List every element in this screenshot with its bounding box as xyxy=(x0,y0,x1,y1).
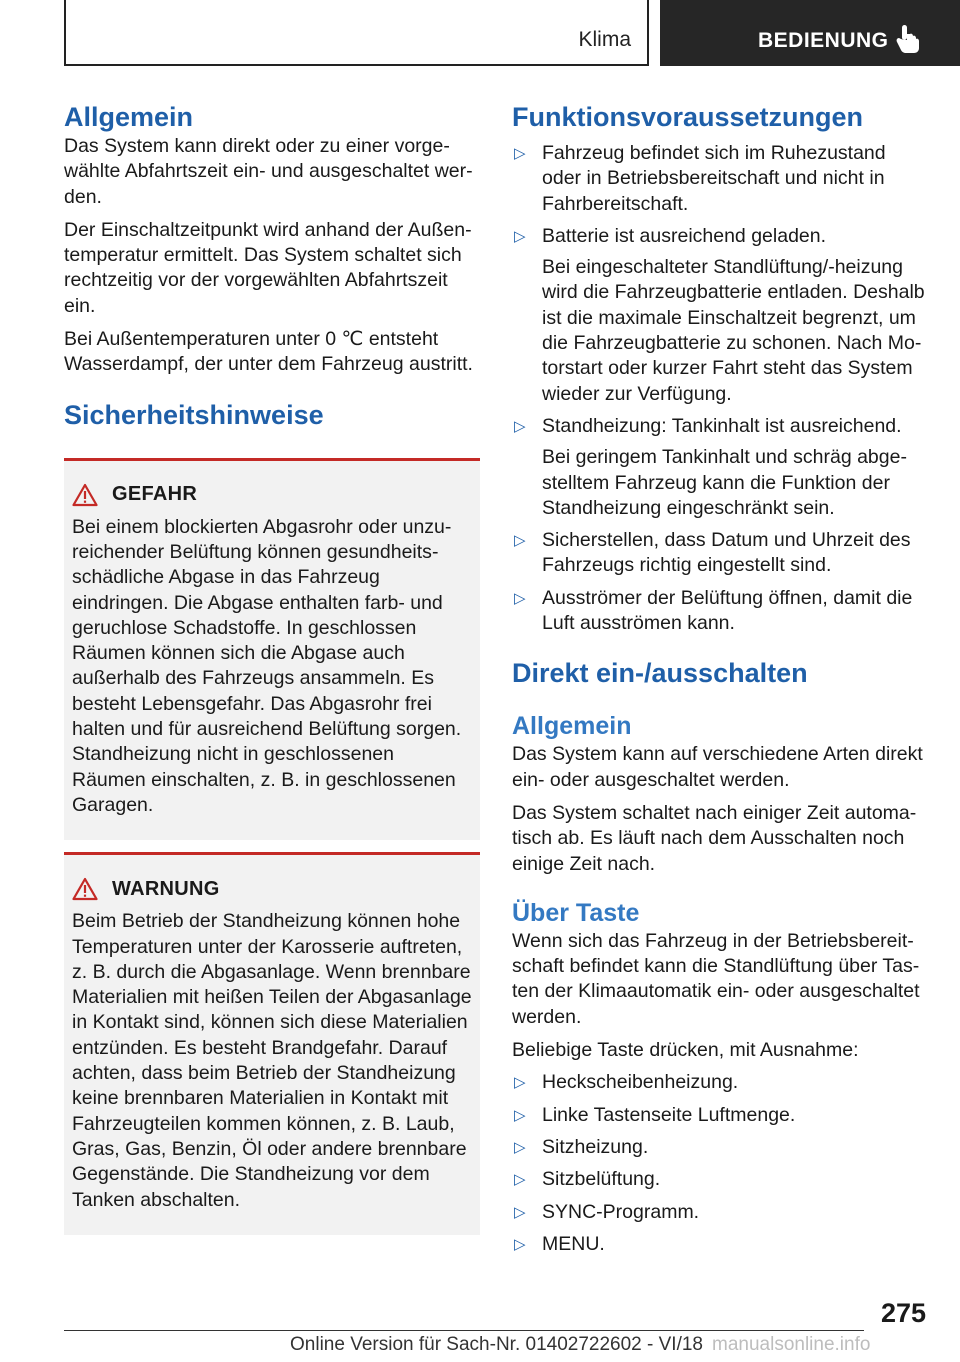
list-item-text: Batterie ist ausreichend geladen. xyxy=(542,224,827,247)
list-item xyxy=(512,414,928,521)
list-item-subtext: Bei eingeschalteter Standlüftung/-heizung wird die Fahrzeugbatterie entladen. Deshalb ist die maximale Einschaltzeit begrenzt, um die Fahrzeugbatterie zu schonen. Nach Motorstart oder kurzer Fahrt steht das System wieder zur Verfügung. xyxy=(542,256,925,405)
requirements-list xyxy=(512,141,928,636)
list-item xyxy=(512,1103,928,1128)
list-item xyxy=(512,1200,928,1225)
triangle-bullet-icon: ▷ xyxy=(514,1074,526,1092)
triangle-bullet-icon: ▷ xyxy=(514,1106,526,1124)
left-column xyxy=(64,100,480,1235)
list-item xyxy=(512,528,928,579)
list-item-subtext: Bei geringem Tankinhalt und schräg abgestelltem Fahrzeug kann die Funktion der Standheizung eingeschränkt sein. xyxy=(542,446,907,519)
footer-watermark: manualsonline.info xyxy=(712,1334,871,1355)
triangle-bullet-icon: ▷ xyxy=(514,589,526,607)
footer-online-version: Online Version für Sach-Nr. 01402722602 - VI/18 xyxy=(290,1334,703,1355)
triangle-bullet-icon: ▷ xyxy=(514,1138,526,1156)
list-item-text: Sitzbelüftung. xyxy=(542,1168,661,1191)
page-number: 275 xyxy=(880,1298,926,1328)
list-item-text: Heckscheibenheizung. xyxy=(542,1071,739,1094)
triangle-bullet-icon: ▷ xyxy=(514,145,526,162)
list-item xyxy=(512,1232,928,1257)
right-column xyxy=(512,100,928,1257)
warning-triangle-icon xyxy=(72,483,98,507)
danger-box-header xyxy=(72,481,472,509)
list-item-text: Fahrzeug befindet sich im Ruhezustand oder in Betriebsbereitschaft und nicht in Fahrbereitschaft. xyxy=(542,142,886,215)
direkt-paragraph-1: Das System kann auf verschiedene Arten direkt ein- oder ausgeschaltet werden. xyxy=(512,743,923,791)
warning-box xyxy=(64,852,480,1235)
list-item xyxy=(512,1167,928,1192)
danger-box xyxy=(64,458,480,841)
header-section-title: Klima xyxy=(578,28,631,51)
warning-triangle-icon xyxy=(72,877,98,901)
triangle-bullet-icon: ▷ xyxy=(514,1203,526,1221)
direkt-heading: Direkt ein-/ausschalten xyxy=(512,658,808,689)
list-item-text: Sitzheizung. xyxy=(542,1135,649,1158)
allgemein-paragraph-1: Das System kann direkt oder zu einer vorgewählte Abfahrtszeit ein- und ausgeschaltet werden. xyxy=(64,135,473,208)
danger-box-title: GEFAHR xyxy=(112,483,198,506)
warning-box-header xyxy=(72,875,472,903)
triangle-bullet-icon: ▷ xyxy=(514,227,526,245)
footer-divider xyxy=(64,1330,864,1331)
list-item-text: Standheizung: Tankinhalt ist ausreichend. xyxy=(542,414,902,437)
hand-pointer-icon xyxy=(895,24,921,54)
list-item xyxy=(512,586,928,637)
taste-paragraph-1: Wenn sich das Fahrzeug in der Betriebsbereitschaft befindet kann die Standlüftung über Tasten der Klimaautomatik ein- oder ausgeschaltet werden. xyxy=(512,929,920,1028)
safety-heading: Sicherheitshinweise xyxy=(64,399,324,430)
list-item xyxy=(512,1135,928,1160)
triangle-bullet-icon: ▷ xyxy=(514,417,526,435)
list-item-text: Linke Tastenseite Luftmenge. xyxy=(542,1103,796,1126)
warning-box-text: Beim Betrieb der Standheizung können hohe Temperaturen unter der Karosserie auftreten, z. B. durch die Abgasanlage. Wenn brennbare Materialien mit heißen Teilen der Abgasanlage in Kontakt sind, können sich diese Materialien entzünden. Es besteht Brandgefahr. Darauf achten, dass beim Betrieb der Standheizung keine brennbaren Materialien in Kontakt mit Fahrzeugteilen kommen können, z. B. Laub, Gras, Gas, Benzin, Öl oder andere brennbare Gegenstände. Die Standheizung vor dem Tanken abschalten. xyxy=(72,910,472,1211)
list-item-text: MENU. xyxy=(542,1232,605,1255)
exceptions-list xyxy=(512,1070,928,1257)
warning-box-title: WARNUNG xyxy=(112,877,220,900)
header-chapter-tab xyxy=(660,0,960,66)
triangle-bullet-icon: ▷ xyxy=(514,532,526,550)
triangle-bullet-icon: ▷ xyxy=(514,1171,526,1189)
allgemein-paragraph-3: Bei Außentemperaturen unter 0 ℃ entsteht Wasserdampf, der unter dem Fahrzeug austritt. xyxy=(64,328,473,376)
danger-box-text: Bei einem blockierten Abgasrohr oder unzureichender Belüftung können gesundheitsschädliche Abgase in das Fahrzeug eindringen. Die Abgase enthalten farb- und geruchlose Schadstoffe. In geschlossen Räumen können sich die Abgase auch außerhalb des Fahrzeugs ansammeln. Es besteht Lebensgefahr. Das Abgasrohr frei halten und für ausreichend Belüftung sorgen. Standheizung nicht in geschlossenen Räumen einschalten, z. B. in geschlossenen Garagen. xyxy=(72,515,462,816)
header-chapter-label: BEDIENUNG xyxy=(758,29,889,52)
direkt-allgemein-subheading: Allgemein xyxy=(512,712,632,741)
list-item-text: Sicherstellen, dass Datum und Uhrzeit des Fahrzeugs richtig eingestellt sind. xyxy=(542,529,911,577)
triangle-bullet-icon: ▷ xyxy=(514,1235,526,1253)
taste-paragraph-2: Beliebige Taste drücken, mit Ausnahme: xyxy=(512,1039,859,1062)
list-item-text: Ausströmer der Belüftung öffnen, damit die Luft ausströmen kann. xyxy=(542,586,913,635)
list-item xyxy=(512,224,928,407)
funktionsvoraussetzungen-heading: Funktionsvoraussetzungen xyxy=(512,102,864,132)
list-item xyxy=(512,1070,928,1095)
taste-subheading: Über Taste xyxy=(512,898,640,927)
list-item xyxy=(512,141,928,217)
allgemein-paragraph-2: Der Einschaltzeitpunkt wird anhand der Außentemperatur ermittelt. Das System schaltet sich rechtzeitig vor der vorgewählten Abfahrtszeit ein. xyxy=(64,218,472,317)
direkt-paragraph-2: Das System schaltet nach einiger Zeit automatisch ab. Es läuft nach dem Ausschalten noch einige Zeit nach. xyxy=(512,801,917,875)
list-item-text: SYNC-Programm. xyxy=(542,1200,700,1223)
allgemein-heading: Allgemein xyxy=(64,102,194,132)
header-section-box xyxy=(64,0,649,66)
